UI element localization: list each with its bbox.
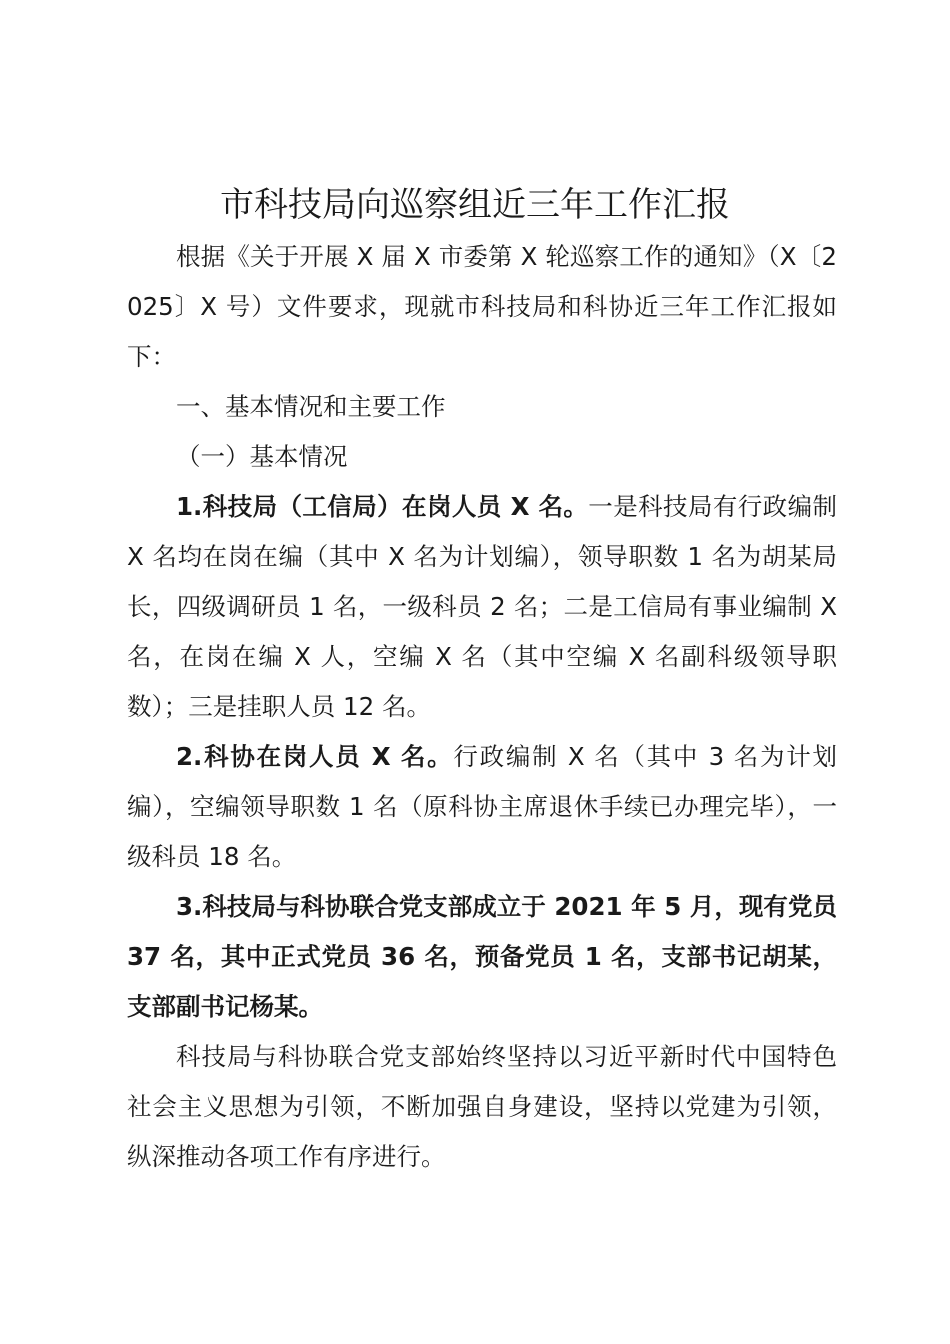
document-title: 市科技局向巡察组近三年工作汇报 <box>220 185 730 225</box>
item-2-text: 行政编制 X 名（其中 3 名为计划编），空编领导职数 1 名（原科协主席退休手续已办理完毕），一级科员 18 名。 <box>127 742 837 871</box>
intro-paragraph: 根据《关于开展 X 届 X 市委第 X 轮巡察工作的通知》（X〔2025〕X 号）文件要求，现就市科技局和科协近三年工作汇报如下： <box>127 242 837 371</box>
item-3-paragraph: 3.科技局与科协联合党支部成立于 2021 年 5 月，现有党员 37 名，其中正式党员 36 名，预备党员 1 名，支部书记胡某，支部副书记杨某。 <box>127 892 837 1021</box>
document-body <box>127 232 837 1182</box>
closing-paragraph: 科技局与科协联合党支部始终坚持以习近平新时代中国特色社会主义思想为引领，不断加强自身建设，坚持以党建为引领，纵深推动各项工作有序进行。 <box>127 1042 837 1171</box>
item-1-lead: 1.科技局（工信局）在岗人员 X 名。 <box>176 492 589 521</box>
item-1-paragraph <box>127 482 837 732</box>
item-1-text: 一是科技局有行政编制 X 名均在岗在编（其中 X 名为计划编），领导职数 1 名为胡某局长，四级调研员 1 名，一级科员 2 名；二是工信局有事业编制 X 名，在岗在编 X 人，空编 X 名（其中空编 X 名副科级领导职数）；三是挂职人员 12 名。 <box>127 492 837 721</box>
item-2-paragraph <box>127 732 837 882</box>
section-heading: 一、基本情况和主要工作 <box>176 392 446 421</box>
item-2-lead: 2.科协在岗人员 X 名。 <box>176 742 454 771</box>
subsection-heading: （一）基本情况 <box>176 442 348 471</box>
